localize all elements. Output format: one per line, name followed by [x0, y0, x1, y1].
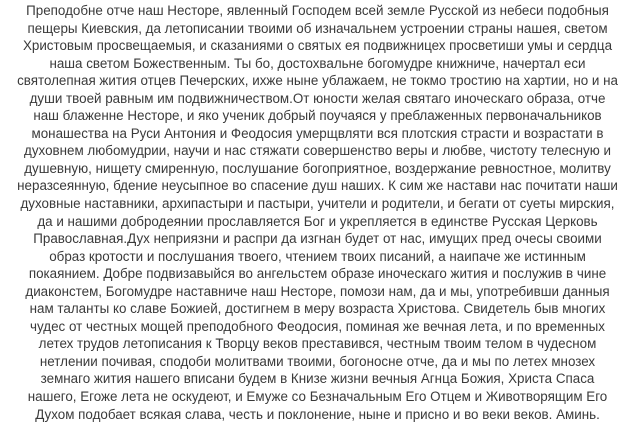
text-line: нетлении почивая, сподоби молитвами твоими, богоносне отче, да и мы по летех мнозех	[39, 353, 596, 369]
text-line: земнаго жития нашего вписани будем в Книзе жизни вечныя Агнца Божия, Христа Спаса	[40, 371, 595, 387]
text-line: да и нашими добродеянии прославляется Бог и укрепляется в единстве Русская Церковь	[37, 213, 598, 229]
text-line: диаконстем, Богомудре наставниче наш Несторе, помози нам, да и мы, употребивши данныя	[25, 283, 610, 299]
text-line: души твоей равным им подвижничеством.От юности желая святаго иноческаго образа, отче	[29, 90, 606, 106]
text-line: образ кротости и послушания твоего, чтением твоих писаний, а наипаче же истинным	[49, 248, 586, 264]
text-line: покаянием. Добре подвизавыйся во ангельстем образе иноческаго жития и послужив в чине	[28, 266, 607, 282]
text-line: наш блаженне Несторе, и яко ученик добрый поучаяся у преблаженных первоначальников	[33, 108, 602, 124]
text-line: нашего, Егоже лета не оскудеют, и Емуже со Безначальным Его Отцем и Животворящим Его	[27, 389, 608, 405]
text-line: душевную, нищету смиренную, послушание богоприятное, воздержание ревностное, молитву	[24, 160, 611, 176]
text-line: духовные наставники, архипастыри и пастыри, учители и родители, и бегати от суеты мирския,	[20, 196, 615, 212]
text-line: летех трудов летописания к Творцу веков преставився, честным твоим телом в чудесном	[38, 336, 597, 352]
text-line: Православная.Дух неприязни и распри да изгнан будет от нас, имущих пред очесы своими	[33, 231, 602, 247]
prayer-text	[9, 2, 626, 423]
text-line: неразсеянную, бдение неусыпное во спасение душ наших. К сим же настави нас почитати наши	[17, 178, 618, 194]
text-line: чудес от честных мощей преподобного Феодосия, поминая же вечная лета, и по временных	[30, 318, 605, 334]
text-line: Христовым просвещаемыя, и сказаниями о святых ея подвижницех просветиши умы и сердца	[22, 38, 613, 54]
text-line: пещеры Киевския, да летописании твоими об изначальнем устроении страны нашея, светом	[27, 20, 608, 36]
text-line: нам таланты ко славе Божией, достигнем в меру возраста Христова. Свидетель быв многих	[29, 301, 606, 317]
text-line: духовнем любомудрии, научи и нас стяжати совершенство веры и любве, чистоту телесную и	[24, 143, 611, 159]
text-line: наша светом Божественным. Ты бо, достохвальне богомудре книжниче, начертал еси	[49, 55, 586, 71]
text-line: монашества на Руси Антония и Феодосия умерщвляти вся плотския страсти и возрастати в	[31, 125, 604, 141]
text-line: Преподобне отче наш Несторе, явленный Господем всей земле Русской из небеси подобныя	[26, 3, 609, 18]
text-line: святолепная жития отцев Печерских, ихже ныне ублажаем, не токмо тростию на хартии, но и на	[17, 73, 618, 89]
text-line: Духом подобает всякая слава, честь и поклонение, ныне и присно и во веки веков. Аминь.	[35, 406, 600, 422]
